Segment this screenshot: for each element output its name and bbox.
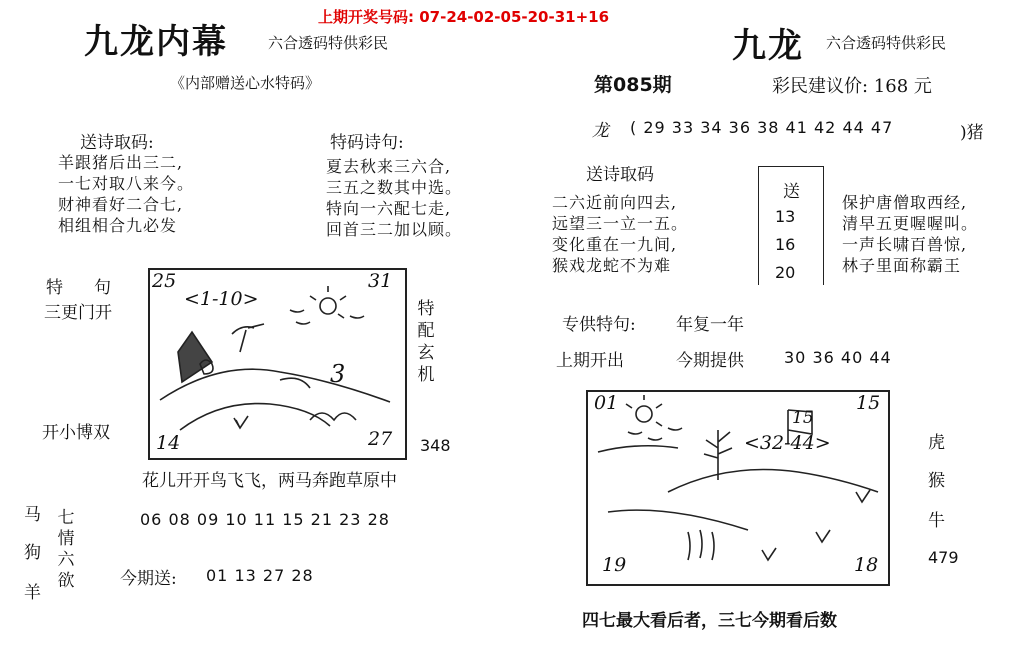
side-number: 348 — [420, 436, 451, 455]
right-picture — [586, 390, 890, 586]
song-shi-title: 送诗取码: — [80, 133, 154, 153]
song-box-value: 16 — [775, 235, 796, 254]
animal-tiger: 虎 — [928, 433, 945, 453]
shang-qi-label: 上期开出 — [556, 351, 624, 371]
poem-line: 相组相合九必发 — [58, 216, 178, 235]
right-footer: 四七最大看后者，三七今期看后数 — [582, 611, 837, 631]
animal-ox: 牛 — [928, 511, 945, 531]
qi-qing-liu-yu: 七 情 六 欲 — [57, 508, 75, 591]
corner-bl: 14 — [156, 432, 181, 454]
pig-label: )猪 — [960, 123, 984, 143]
poem-line: 特向一六配七走, — [326, 199, 452, 218]
numbers-row: 06 08 09 10 11 15 21 23 28 — [140, 510, 390, 529]
zodiac-dog: 狗 — [24, 543, 41, 563]
poem-line: 三五之数其中选。 — [326, 178, 463, 197]
jin-qi-label: 今期送: — [120, 569, 177, 589]
right-poem-right — [842, 192, 978, 276]
right-song-shi-title: 送诗取码 — [586, 165, 654, 185]
left-subtitle: 六合透码特供彩民 — [268, 34, 389, 52]
right-poem-left — [552, 192, 688, 276]
dragon-label: 龙 — [592, 121, 609, 141]
te-ma-title: 特码诗句: — [330, 133, 404, 153]
song-box-head: 送 — [783, 182, 800, 202]
poem-line: 远望三一立一五。 — [552, 214, 689, 233]
song-box — [758, 166, 824, 285]
poem-line: 回首三二加以顾。 — [326, 220, 463, 239]
song-shi-poem — [58, 152, 194, 236]
corner-tl: 25 — [152, 270, 177, 292]
issue-number: 第085期 — [594, 74, 672, 96]
last-draw-numbers: 上期开奖号码: 07-24-02-05-20-31+16 — [318, 8, 610, 26]
number-range: <1-10> — [184, 288, 259, 310]
left-title: 九龙内幕 — [84, 22, 228, 62]
song-box-value: 13 — [775, 207, 796, 226]
zhuan-gong-label: 专供特句: — [562, 315, 636, 335]
corner-br: 18 — [854, 554, 879, 576]
left-note: 《内部赠送心水特码》 — [170, 74, 321, 92]
jin-qi-provide-numbers: 30 36 40 44 — [784, 348, 892, 367]
te-label: 特 — [46, 278, 63, 298]
corner-br: 27 — [368, 428, 393, 450]
zodiac-sheep: 羊 — [24, 583, 41, 603]
left-picture — [148, 268, 407, 460]
suggested-price: 彩民建议价: 168 元 — [772, 76, 932, 97]
kai-xiao: 开小博双 — [42, 423, 110, 443]
zodiac-horse: 马 — [24, 505, 41, 525]
poem-line: 一声长啸百兽惊, — [842, 235, 968, 254]
dragon-numbers: ( 29 33 34 36 38 41 42 44 47 — [630, 118, 894, 137]
side-vertical-text: 特 配 玄 机 — [417, 299, 435, 385]
poem-line: 夏去秋来三六合, — [326, 157, 452, 176]
corner-tr: 31 — [368, 270, 393, 292]
corner-bl: 19 — [602, 554, 627, 576]
number-range: <32-44> — [744, 432, 831, 454]
poem-line: 二六近前向四去, — [552, 193, 678, 212]
san-geng: 三更门开 — [44, 303, 112, 323]
right-subtitle: 六合透码特供彩民 — [826, 34, 947, 52]
song-box-value: 20 — [775, 263, 796, 282]
corner-tl: 01 — [594, 392, 619, 414]
poem-line: 清早五更喔喔叫。 — [842, 214, 979, 233]
poem-line: 财神看好二合七, — [58, 195, 184, 214]
right-title: 九龙 — [732, 26, 804, 66]
jin-qi-numbers: 01 13 27 28 — [206, 566, 314, 585]
poem-line: 保护唐僧取西经, — [842, 193, 968, 212]
flag-number: 15 — [792, 408, 814, 428]
sketch-mark: 3 — [330, 360, 346, 388]
animal-monkey: 猴 — [928, 471, 945, 491]
poem-line: 变化重在一九间, — [552, 235, 678, 254]
jin-qi-provide-label: 今期提供 — [676, 351, 744, 371]
poem-line: 猴戏龙蛇不为难 — [552, 256, 672, 275]
poem-line: 一七对取八来今。 — [58, 174, 195, 193]
poem-line: 林子里面称霸王 — [842, 256, 962, 275]
left-caption: 花儿开开鸟飞飞，两马奔跑草原中 — [142, 471, 397, 491]
xiang-label: 句 — [94, 278, 111, 298]
animal-number: 479 — [928, 548, 959, 567]
corner-tr: 15 — [856, 392, 881, 414]
zhuan-gong-value: 年复一年 — [676, 315, 744, 335]
poem-line: 羊跟猪后出三二, — [58, 153, 184, 172]
te-ma-poem — [326, 156, 462, 240]
right-sketch — [588, 392, 888, 584]
